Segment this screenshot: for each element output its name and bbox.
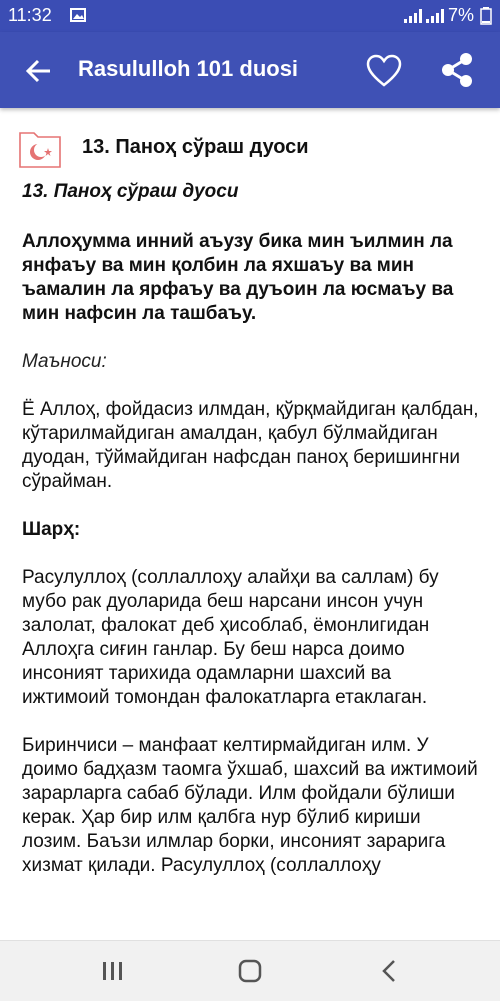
crescent-folder-icon — [18, 127, 62, 171]
article-heading: 13. Паноҳ сўраш дуоси — [22, 181, 239, 202]
battery-icon — [480, 7, 492, 25]
signal-icon-2 — [426, 9, 444, 23]
article-content[interactable] — [0, 108, 500, 940]
article-body — [22, 180, 482, 902]
commentary-label: Шарҳ: — [22, 519, 81, 540]
status-time: 11:32 — [8, 5, 52, 25]
app-bar — [0, 32, 500, 108]
app-title: Rasululloh 101 duosi — [78, 56, 299, 81]
share-icon[interactable] — [440, 52, 474, 88]
commentary-paragraph: Расулуллоҳ (соллаллоҳу алайҳи ва саллам) бу мубо рак дуоларида беш нарсани инсон учун залолат, фалокат деб ҳисоблаб, ёмонлигидан Аллоҳга сиғин ганлар. Бу беш нарса доимо инсоният тарихида одамларни шахсий ва ижтимоий томондан фалокатларга етаклаган. — [22, 567, 439, 708]
home-icon[interactable] — [232, 953, 268, 989]
dua-transliteration: Аллоҳумма инний аъузу бика мин ъилмин ла янфаъу ва мин қолбин ла яхшаъу ва мин ъамалин ла ярфаъу ва дуъоин ла юсмаъу ва мин нафсин ла ташбаъу. — [22, 231, 454, 324]
favorite-heart-icon[interactable] — [366, 54, 402, 88]
chapter-header — [18, 125, 488, 175]
system-nav-bar — [0, 940, 500, 1001]
signal-icon-1 — [404, 9, 422, 23]
battery-percent: 7% — [448, 5, 475, 25]
nav-back-icon[interactable] — [372, 953, 408, 989]
recent-apps-icon[interactable] — [94, 953, 130, 989]
back-arrow-icon[interactable] — [22, 54, 56, 88]
commentary-paragraph-2: Биринчиси – манфаат келтирмайдиган илм. У доимо бадҳазм таомга ўхшаб, шахсий ва ижтимоий зарарларга сабаб бўлади. Илм фойдали бўлиши керак. Ҳар бир илм қалбга нур бўлиб кириши лозим. Баъзи илмлар борки, инсоният зарарига хизмат қилади. Расулуллоҳ (соллаллоҳу — [22, 735, 478, 876]
meaning-label: Маъноси: — [22, 351, 107, 372]
status-bar — [0, 0, 500, 32]
chapter-title: 13. Паноҳ сўраш дуоси — [82, 136, 309, 158]
image-notification-icon — [70, 8, 86, 22]
meaning-text: Ё Аллоҳ, фойдасиз илмдан, қўрқмайдиган қалбдан, кўтарилмайдиган амалдан, қабул бўлмайдиган дуодан, тўймайдиган нафсдан паноҳ беришингни сўрайман. — [22, 399, 479, 492]
